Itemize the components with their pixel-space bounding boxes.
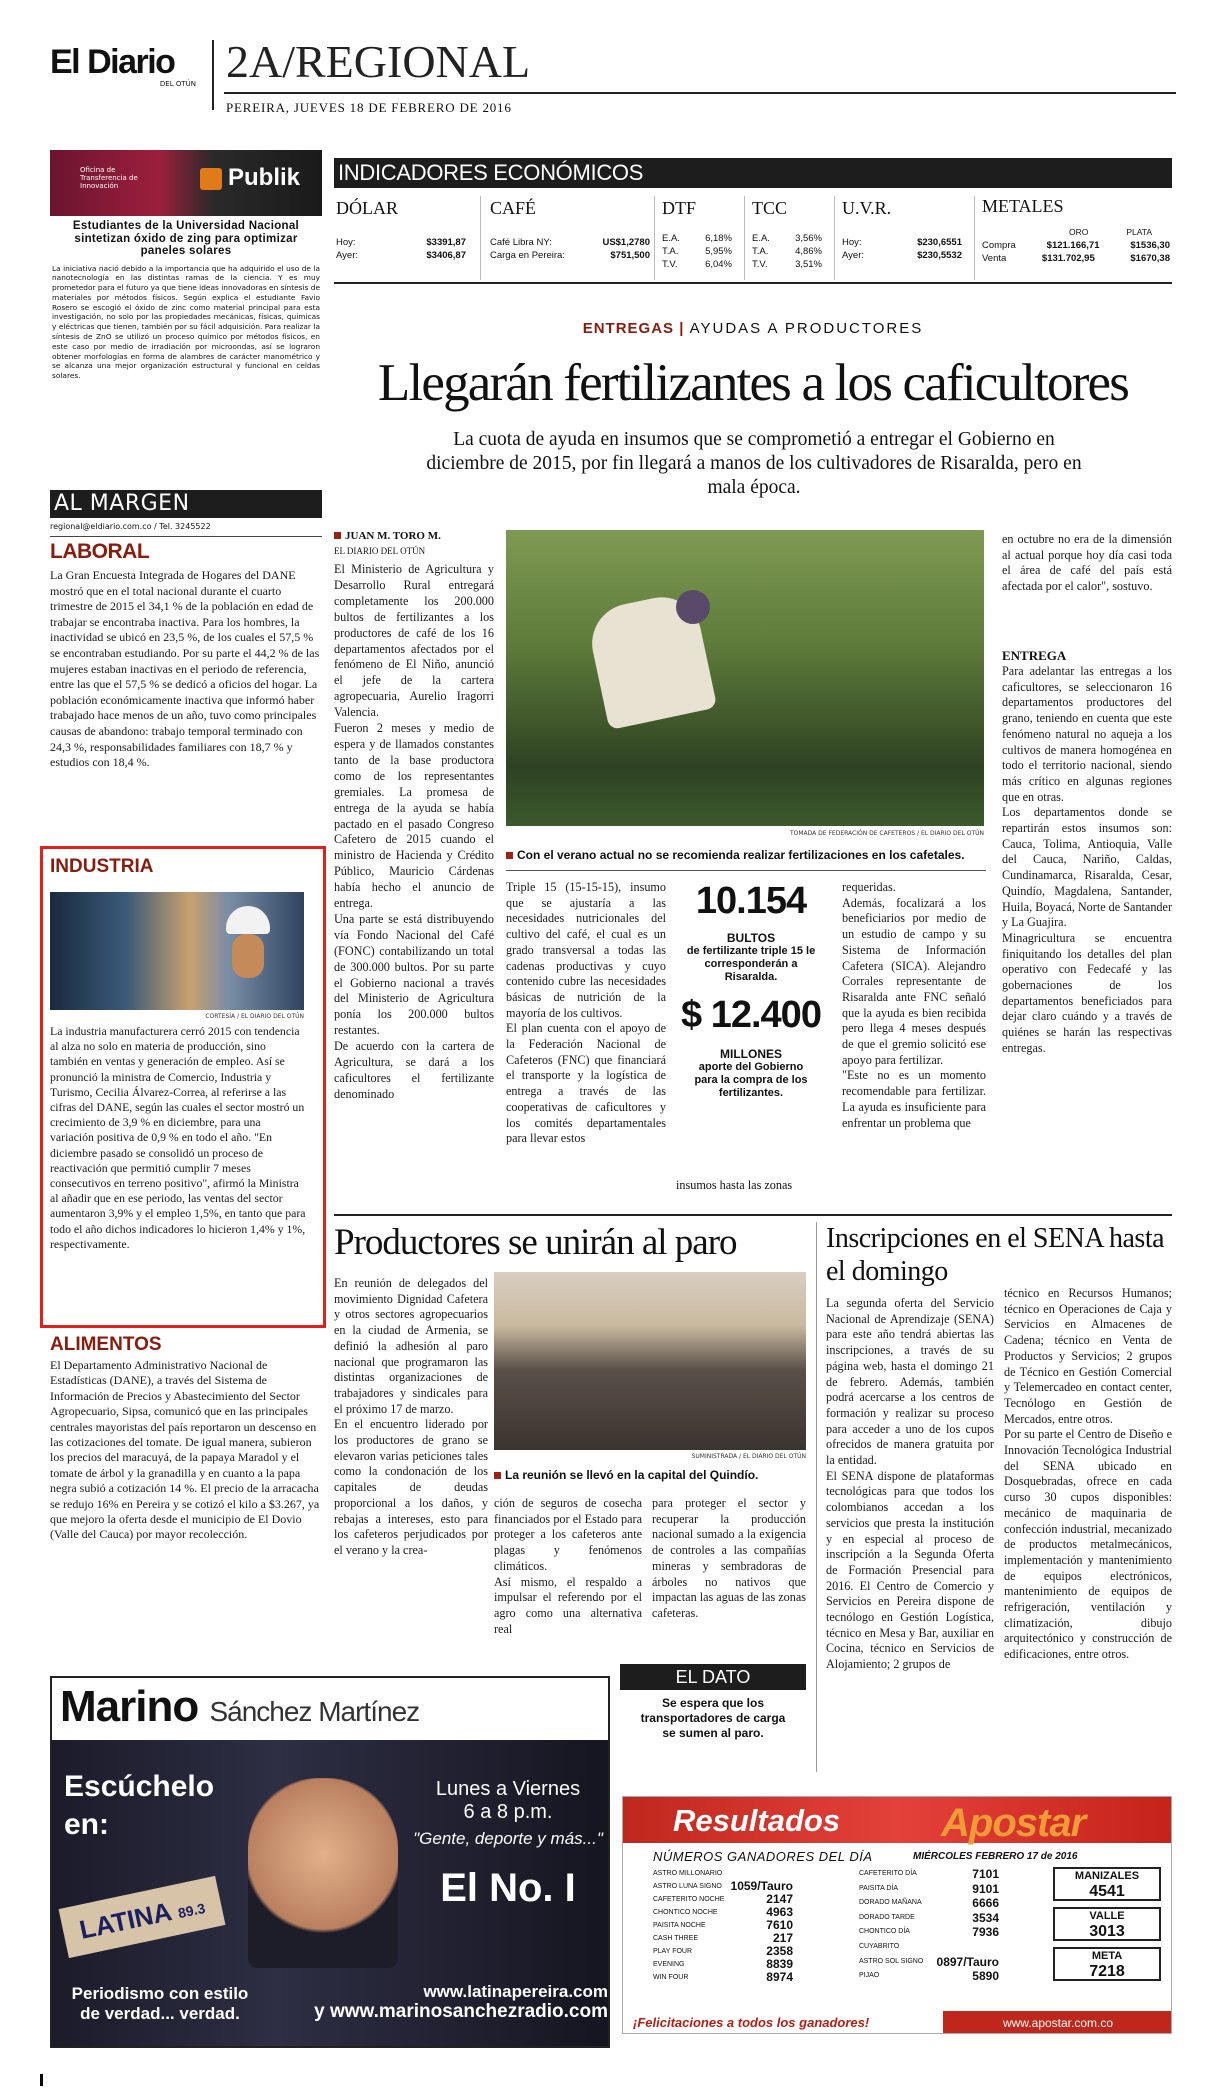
apostar-date: MIÉRCOLES FEBRERO 17 de 2016 <box>913 1851 1078 1862</box>
industria-photo <box>50 892 304 1010</box>
regional-result-box <box>1053 1947 1161 1981</box>
dolar-row-label: Ayer: <box>336 250 359 261</box>
lottery-name: CUYABRITO <box>859 1942 900 1950</box>
schedule-time: 6 a 8 p.m. <box>463 1801 553 1823</box>
cafe-row-label: Café Libra NY: <box>490 237 552 248</box>
dolar-today: $3391,87 <box>426 237 466 248</box>
publik-tag: Oficina de <box>80 166 116 174</box>
lottery-name: PLAY FOUR <box>653 1948 693 1955</box>
publik-box <box>50 150 322 470</box>
plata-venta: $1670,38 <box>1130 253 1170 264</box>
meeting-photo <box>494 1272 806 1450</box>
lottery-number: 7936 <box>972 1925 999 1940</box>
slogan: "Gente, deporte y más..." <box>413 1829 603 1848</box>
results-boxes <box>1053 1867 1161 1987</box>
sena-headline: Inscripciones en el SENA hasta el domingo <box>826 1223 1165 1287</box>
publik-tag: Transferencia de <box>80 174 138 182</box>
newspaper-logo: El Diario <box>50 43 175 81</box>
oro-venta: $131.702,95 <box>1041 253 1095 264</box>
header-rule <box>224 92 1176 94</box>
dtf-ea: 6,18% <box>705 233 732 244</box>
paro-col3: para proteger el sector y recuperar la producción nacional sumado a la exigencia de controles a las compañías mineras y sembradoras de árboles no nativos que impactan las aguas de las zonas cafeteras. <box>652 1496 806 1620</box>
lottery-name: CAFETERITO DÍA <box>859 1870 917 1877</box>
tcc-row-label: E.A. <box>752 233 770 244</box>
listen-text: Escúchelo en: <box>64 1770 215 1841</box>
result-row <box>859 1911 999 1926</box>
apostar-logo: Apostar <box>941 1801 1086 1845</box>
region-number: 7218 <box>1089 1963 1125 1980</box>
al-margen-contact: regional@eldiario.com.co / Tel. 3245522 <box>50 522 211 531</box>
results-mid <box>859 1867 999 1984</box>
result-row <box>859 1940 999 1955</box>
alimentos-body: El Departamento Administrativo Nacional de Estadísticas (DANE), a través del Sistema de Información de Precios y Abastecimiento del Sector Agropecuario, Sipsa, comunicó que en las principales centrales mayoristas del país reportaron un descenso en las cotizaciones del tomate. De igual manera, subieron los precios del maracuyá, de la papaya Maradol y el tomate de árbol y la granadilla y en cuanto a la papa negra subió a cotización 14 %. El precio de la arracacha se redujo 16% en Pereira y se cotizó el kilo a $3.267, ya que mejoro la oferta desde el municipio de El Dovio (Valle del Cauca) por mayor recolección. <box>50 1358 320 1542</box>
lottery-name: CASH THREE <box>653 1935 698 1942</box>
tcc-tv: 3,51% <box>795 259 822 270</box>
results-left <box>653 1867 793 1984</box>
lottery-name: ASTRO MILLONARIO <box>653 1870 723 1877</box>
plata-header: PLATA <box>1126 227 1152 237</box>
dtf-label: DTF <box>662 198 697 218</box>
uvr-label: U.V.R. <box>842 198 892 218</box>
tagline-1: Periodismo con estilo <box>71 1984 249 2003</box>
publik-headline: Estudiantes de la Universidad Nacional sintetizan óxido de zing para optimizar paneles solares <box>72 220 300 257</box>
region-number: 3013 <box>1089 1923 1125 1940</box>
lottery-name: PAISITA DÍA <box>859 1884 899 1892</box>
byline-paper: EL DIARIO DEL OTÚN <box>334 546 426 556</box>
lottery-number: 4963 <box>766 1905 793 1919</box>
sena-col1: La segunda oferta del Servicio Nacional de Aprendizaje (SENA) para este año tendrá abiertas las inscripciones, a través de su página web, hasta el domingo 21 de febrero. Además, también podrá acercarse a los centros de formación y realizar su proceso para acceder a uno de los cupos ofrecidos de manera gratuita por la entidad. El SENA dispone de plataformas tecnológicas para que todos los colombianos accedan a los servicios que presta la institución y en especial al proceso de inscripción a la Segunda Oferta de Formación Presencial para 2016. El Centro de Comercio y Servicios en Pereira dispone de tecnólogo en Gestión Logística, técnico en Mesa y Bar, auxiliar en Cocina, técnico en Servicios de Alojamiento; 2 grupos de <box>826 1296 994 1672</box>
result-row <box>859 1867 999 1882</box>
rank-text: El No. I <box>440 1866 576 1910</box>
dateline: PEREIRA, JUEVES 18 DE FEBRERO DE 2016 <box>226 100 512 115</box>
cafe-pereira: $751,500 <box>610 250 650 261</box>
main-deck: La cuota de ayuda en insumos que se comprometió a entregar el Gobierno en diciembre de 2015, por fin llegará a manos de los cultivadores de Risaralda, pero en mala época. <box>426 429 1082 498</box>
uvr-row-label: Ayer: <box>842 250 865 261</box>
uvr-today: $230,6551 <box>917 237 962 248</box>
stat-box <box>676 880 826 1200</box>
publik-brand: Publik <box>228 164 301 191</box>
result-row <box>859 1955 999 1970</box>
uvr-row-label: Hoy: <box>842 237 862 248</box>
page-mark <box>40 2074 43 2086</box>
al-margen-header: AL MARGEN <box>50 490 322 518</box>
caption-marker <box>494 1472 501 1479</box>
station-name: LATINA <box>76 1896 174 1945</box>
industria-body: La industria manufacturera cerró 2015 con tendencia al alza no solo en materia de producción, sino también en ventas y generación de empleo. Así se pronunció la ministra de Comercio, Industria y Turismo, Cecilia Álvarez-Correa, al referirse a las cifras del DANE, según las cuales el sector mostró un crecimiento de 3,9 % en diciembre, para una variación positiva de 0,9 % en todo el año. "En diciembre pasado se consolidó un proceso de reactivación que permitió cumplir 7 meses consecutivos en terreno positivo", afirmó la Ministra al añadir que en ese periodo, las ventas del sector aumentaron 3,9% y el empleo 1,5%, en tanto que para todo el año dichos indicadores lo hicieron 1,4% y 1%, respectivamente. <box>50 1024 306 1251</box>
kicker-primary: ENTREGAS <box>582 320 675 337</box>
marino-ad <box>50 1676 610 2048</box>
stat-money-number: $ 12.400 <box>681 994 821 1036</box>
apostar-footer: ¡Felicitaciones a todos los ganadores! <box>633 2015 870 2030</box>
laboral-title: LABORAL <box>50 540 150 563</box>
lottery-name: DORADO TARDE <box>859 1913 915 1921</box>
main-col4b: Para adelantar las entregas a los caficultores, se seleccionaron 16 departamentos productores del grano, teniendo en cuenta que este fenómeno natural no aqueja a los cultivos de manera homogénea en todo el territorio nacional, siendo más crítico en algunas regiones que en otras. Los departamentos donde se repartirán estos insumos son: Cauca, Tolima, Antioquia, Valle del Cauca, Nariño, Caldas, Cundinamarca, Risaralda, Cesar, Quindío, Magdalena, Santander, Huila, Boyacá, Norte de Santander y La Guajira. Minagricultura se encuentra finiquitando los detalles del plan operativo con Fedecafé y las gobernaciones de los departamentos beneficiados para dejar claro cuándo y a través de quiénes se harán las respectivas entregas. <box>1002 664 1172 1055</box>
dtf-row-label: T.A. <box>662 246 679 257</box>
kicker-secondary: AYUDAS A PRODUCTORES <box>689 320 924 337</box>
tcc-ta: 4,86% <box>795 246 822 257</box>
oro-compra: $121.166,71 <box>1046 240 1100 251</box>
paro-caption <box>494 1468 806 1482</box>
story-kicker: ENTREGAS | AYUDAS A PRODUCTORES <box>582 320 924 337</box>
divider <box>50 536 322 537</box>
photo-credit: TOMADA DE FEDERACIÓN DE CAFETEROS / EL DIARIO DEL OTÚN <box>789 830 984 837</box>
lottery-number: 6666 <box>972 1896 999 1911</box>
result-row <box>859 1896 999 1911</box>
byline-marker <box>334 532 341 539</box>
byline-name: JUAN M. TORO M. <box>345 530 441 542</box>
dolar-yesterday: $3406,87 <box>426 250 466 261</box>
section-title: 2A/REGIONAL <box>226 36 531 87</box>
metales-row-label: Venta <box>982 253 1007 264</box>
result-row <box>859 1882 999 1897</box>
publik-tag: Innovación <box>80 182 119 190</box>
regional-result-box <box>1053 1867 1161 1901</box>
dolar-label: DÓLAR <box>336 198 398 218</box>
lottery-name: CAFETERITO NOCHE <box>653 1896 725 1903</box>
coffee-farmer-photo <box>506 530 984 826</box>
industria-credit: CORTESÍA / EL DIARIO DEL OTÚN <box>205 1013 304 1020</box>
result-row <box>653 1971 793 1984</box>
lottery-number: 0897/Tauro <box>936 1954 999 1969</box>
lottery-name: CHONTICO NOCHE <box>653 1909 718 1916</box>
lottery-number: 8974 <box>766 1970 793 1984</box>
caption-marker <box>506 852 513 859</box>
section-rule <box>334 1214 1172 1216</box>
lottery-number: 7610 <box>766 1918 793 1932</box>
lottery-name: PIJAO <box>859 1972 880 1980</box>
tcc-row-label: T.V. <box>752 259 768 270</box>
stat-bultos-desc: de fertilizante triple 15 le corresponderán a Risaralda. <box>686 945 816 983</box>
region-name: META <box>1091 1950 1123 1962</box>
lottery-name: ASTRO SOL SIGNO <box>859 1957 924 1965</box>
schedule-days: Lunes a Viernes <box>435 1778 581 1800</box>
lottery-name: EVENING <box>653 1961 685 1968</box>
cafe-row-label: Carga en Pereira: <box>490 250 565 261</box>
lottery-number: 217 <box>772 1931 793 1945</box>
lottery-number: 1059/Tauro <box>730 1879 793 1893</box>
dtf-row-label: T.V. <box>662 259 678 270</box>
apostar-subtitle: NÚMEROS GANADORES DEL DÍA <box>653 1849 873 1864</box>
lottery-number: 2358 <box>766 1944 793 1958</box>
result-row <box>859 1925 999 1940</box>
paro-col1: En reunión de delegados del movimiento Dignidad Cafetera y otros sectores agropecuarios en la ciudad de Armenia, se definió la adhesión al paro nacional que programaron las distintas organizaciones de trabajadores y sindicales para el próximo 17 de marzo. En el encuentro liderado por los productores de grano se elevaron varias peticiones tales como la condonación de los capitales de deudas proporcional a los daños, y rebajas a intereses, esto para los cafeteros perjudicados por el verano y la crea- <box>334 1276 488 1557</box>
stat-bultos-unit: BULTOS <box>726 931 776 945</box>
lottery-number: 8839 <box>766 1957 793 1971</box>
main-headline: Llegarán fertilizantes a los caficultores <box>377 354 1129 412</box>
metales-row-label: Compra <box>982 240 1016 251</box>
main-col2: Triple 15 (15-15-15), insumo que se ajustaría a las necesidades nutricionales del cultivo del café, el cual es un grado transversal a todas las cadenas productivas y cuyo contenido cubre las necesidades básicas de nutrición de la mayoría de los cultivos. El plan cuenta con el apoyo de la Federación Nacional de Cafeteros (FNC) que financiará el transporte y la logística de entrega a través de las cooperativas de caficultores y los comités departamentales para llevar estos <box>506 880 666 1146</box>
lottery-name: CHONTICO DÍA <box>859 1928 910 1936</box>
lottery-name: ASTRO LUNA SIGNO <box>653 1883 722 1890</box>
masthead <box>50 42 200 98</box>
cafe-ny: US$1,2780 <box>602 237 650 248</box>
region-name: VALLE <box>1089 1910 1125 1922</box>
result-row <box>653 1919 793 1932</box>
dtf-ta: 5,95% <box>705 246 732 257</box>
marino-url[interactable]: y www.marinosanchezradio.com <box>314 2001 608 2022</box>
hardhat-icon <box>226 906 270 934</box>
lottery-name: DORADO MAÑANA <box>859 1899 922 1907</box>
alimentos-title: ALIMENTOS <box>50 1334 162 1355</box>
resultados-title: Resultados <box>673 1803 841 1838</box>
paro-col2: ción de seguros de cosecha financiados por el Estado para proteger a los cafeteros ante plagas y fenómenos climáticos. Así mismo, el respaldo a impulsar el referendo por el agro como una alternativa real <box>494 1496 642 1636</box>
lottery-name: WIN FOUR <box>653 1974 689 1981</box>
stat-bultos-number: 10.154 <box>695 880 807 922</box>
sena-col2: técnico en Recursos Humanos; técnico en Operaciones de Caja y Servicios en Almacenes de Cadena; técnico en Venta de Productos y Servicios; 2 grupos de Técnico en Gestión Comercial y Telemercadeo en contact center, Tecnólogo en Gestión de Mercados, entre otros. Por su parte el Centro de Diseño e Innovación Tecnológica Industrial del SENA ubicado en Dosquebradas, ofrece en cada curso 30 cupos disponibles: mecánico de maquinaria de confección industrial, mecanizado de productos metalmecánicos, implementación y mantenimiento de equipos electrónicos, mantenimiento de equipos de refrigeración, ventilación y climatización, dibujo arquitectónico y construcción de edificaciones, entre otros. <box>1004 1286 1172 1662</box>
plata-compra: $1536,30 <box>1130 240 1170 251</box>
latina-url[interactable]: www.latinapereira.com <box>423 1982 608 2001</box>
laboral-body: La Gran Encuesta Integrada de Hogares del DANE mostró que en el total nacional durante el cuarto trimestre de 2015 el 34,1 % de la población en edad de trabajar se encontraba inactiva. Para los hombres, la inactividad se ubicó en 23,5 %, de los cuales el 57,5 % se encontraban estudiando. Por su parte el 44,2 % de las mujeres estaban inactivas en el periodo de referencia, entre las que el 57,5 % se dedicó a oficios del hogar. La población económicamente inactiva que informó haber trabajado hace menos de un año, tuvo como principales causas de abandono: trabajo temporal terminado con 24,3 %, responsabilidades familiares con 18,7 % y estudios con 18,4 %. <box>50 568 320 770</box>
oro-header: ORO <box>1068 227 1089 237</box>
dtf-row-label: E.A. <box>662 233 680 244</box>
lottery-number: 3534 <box>972 1910 999 1925</box>
lottery-number: 9101 <box>972 1881 999 1896</box>
lottery-number: 2147 <box>766 1892 793 1906</box>
lottery-name: PAISITA NOCHE <box>653 1922 706 1929</box>
newspaper-logo-sub: DEL OTÚN <box>159 80 196 88</box>
uvr-yesterday: $230,5532 <box>917 250 962 261</box>
publik-banner <box>50 150 322 216</box>
indicadores-table <box>334 192 1172 284</box>
station-freq: 89.3 <box>176 1899 207 1922</box>
tcc-row-label: T.A. <box>752 246 769 257</box>
result-row <box>859 1969 999 1984</box>
el-dato-header: EL DATO <box>620 1664 806 1690</box>
marino-last-name: Sánchez Martínez <box>209 1696 420 1727</box>
publik-icon <box>200 168 222 190</box>
marino-first-name: Marino <box>60 1682 199 1731</box>
industria-title: INDUSTRIA <box>50 856 154 877</box>
cafe-label: CAFÉ <box>490 198 537 218</box>
region-number: 4541 <box>1089 1883 1125 1900</box>
tcc-ea: 3,56% <box>795 233 822 244</box>
stat-tail-text: insumos hasta las zonas <box>676 1178 793 1192</box>
main-col3: requeridas. Además, focalizará a los beneficiarios por medio de un estudio de campo y su Sistema de Información Cafetera (SICA). Alejandro Corrales representante de Risaralda ante FNC señaló que la ayuda es bien recibida pero llega 4 meses después de que el gremio solicitó ese apoyo para fertilizar. "Este no es un momento recomendable para fertilizar. La ayuda es insuficiente para enfrentar un problema que <box>842 880 986 1130</box>
stat-money-desc: aporte del Gobierno para la compra de los fertilizantes. <box>694 1061 808 1099</box>
el-dato-body: Se espera que los transportadores de carga se sumen al paro. <box>640 1696 786 1740</box>
tagline-2: de verdad... verdad. <box>80 2004 240 2023</box>
main-col1: El Ministerio de Agricultura y Desarrollo Rural entregará completamente los 200.000 bultos de fertilizantes a los productores de café de los 16 departamentos afectados por el fenómeno de El Niño, anunció el jefe de la cartera agropecuaria, Aurelio Iragorri Valencia. Fueron 2 meses y medio de espera y de llamados constantes tanto de la base productora como de los representantes gremiales. La promesa de entrega de la ayuda se había pactado en el pasado Congreso Cafetero de 2015 cuando el ministro de Hacienda y Crédito Público, Mauricio Cárdenas había hecho el anuncio de entrega. Una parte se está distribuyendo vía Fondo Nacional del Café (FONC) contabilizando un total de 300.000 bultos. Por su parte el Gobierno nacional a través del Ministerio de Agricultura ponía los 200.000 bultos restantes. De acuerdo con la cartera de Agricultura, se dará a los caficultores el fertilizante denominado <box>334 562 494 1101</box>
host-portrait <box>248 1778 398 1968</box>
apostar-url[interactable]: www.apostar.com.co <box>943 2011 1172 2034</box>
dtf-tv: 6,04% <box>705 259 732 270</box>
stat-money-unit: MILLONES <box>720 1047 782 1061</box>
header-divider <box>212 40 214 110</box>
paro-credit: SUMINISTRADA / EL DIARIO DEL OTÚN <box>691 1453 806 1460</box>
apostar-ad <box>622 1796 1172 2034</box>
region-name: MANIZALES <box>1074 1870 1140 1882</box>
byline <box>334 530 441 542</box>
paro-headline: Productores se unirán al paro <box>334 1222 737 1263</box>
paro-caption-text: La reunión se llevó en la capital del Quindío. <box>505 1468 759 1482</box>
caption-text: Con el verano actual no se recomienda realizar fertilizaciones en los cafetales. <box>517 848 965 862</box>
el-dato-box <box>620 1664 806 1764</box>
dolar-row-label: Hoy: <box>336 237 356 248</box>
publik-body: La iniciativa nació debido a la importancia que ha adquirido el uso de la nanotecnología en las distintas ramas de la ciencia. Y es muy prometedor para el futuro ya que tiene ideas innovadoras en síntesis de materiales por métodos físicos. Según explica el estudiante Favio Rosero se escogió el óxido de zinc como material principal para esta investigación, no solo por las propiedades mecánicas, físicas, químicas y eléctricas que tienen, también por su fácil adquisición. Para realizar la síntesis de ZnO se utilizó un proceso químico por métodos físicos, en este caso por medio de irradiación por microondas, así se lograron obtener morfologías en forma de alambres de carácter manométrico y se alcanza una mejor organización estructural y funcional en celdas solares. <box>52 263 320 381</box>
indicadores-header: INDICADORES ECONÓMICOS <box>334 158 1172 188</box>
tcc-label: TCC <box>752 198 788 218</box>
column-divider <box>816 1222 817 1772</box>
metales-label: METALES <box>982 196 1064 216</box>
photo-caption <box>506 848 986 862</box>
main-col4a: en octubre no era de la dimensión al actual porque hoy día casi toda el área de café del país está afectada por el calor", sostuvo. <box>1002 532 1172 593</box>
regional-result-box <box>1053 1907 1161 1941</box>
lottery-number: 7101 <box>972 1867 999 1881</box>
lottery-number: 5890 <box>972 1969 999 1984</box>
entrega-subhead: ENTREGA <box>1002 648 1067 663</box>
